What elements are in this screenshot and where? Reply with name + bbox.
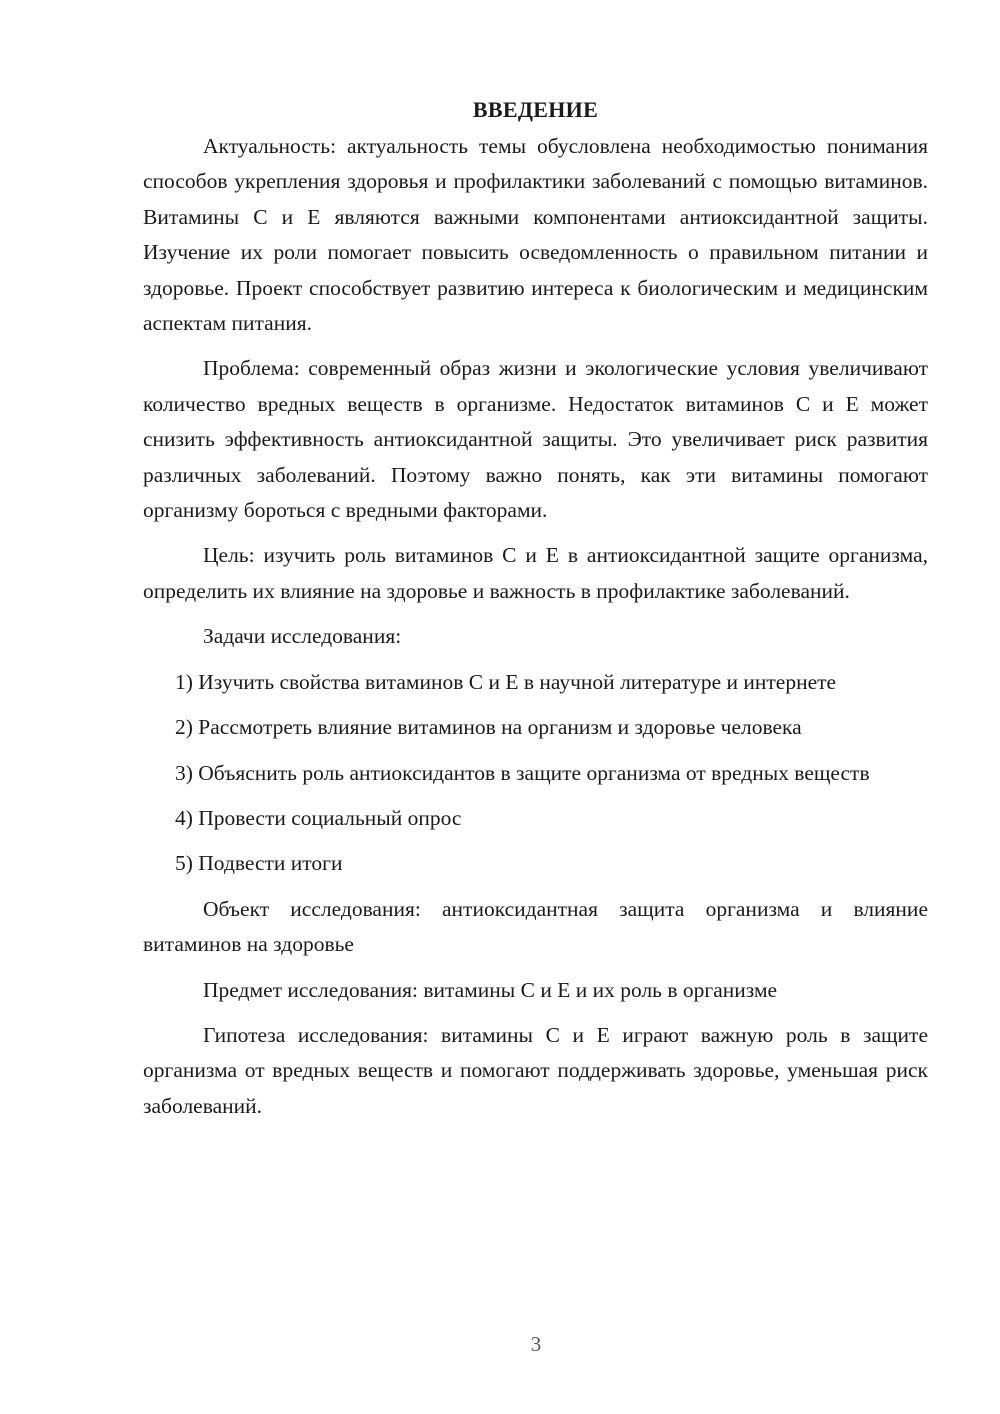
paragraph-relevance: Актуальность: актуальность темы обусловлена необходимостью понимания способов укрепления здоровья и профилактики заболеваний с помощью витаминов. Витамины C и E являются важными компонентами антиоксидантной защиты. Изучение их роли помогает повысить осведомленность о правильном питании и здоровье. Проект способствует развитию интереса к биологическим и медицинским аспектам питания. (143, 134, 928, 336)
paragraph-goal: Цель: изучить роль витаминов C и E в антиоксидантной защите организма, определить их влияние на здоровье и важность в профилактике заболеваний. (143, 543, 928, 603)
paragraph-object: Объект исследования: антиоксидантная защита организма и влияние витаминов на здоровье (143, 896, 928, 957)
page-number: 3 (530, 1332, 542, 1356)
document-page (143, 92, 928, 1134)
paragraph-tasks-heading: Задачи исследования: (203, 624, 402, 649)
task-item-3: 3) Объяснить роль антиоксидантов в защите организма от вредных веществ (175, 760, 870, 785)
paragraph-subject: Предмет исследования: витамины C и E и их роль в организме (203, 977, 778, 1002)
task-item-5: 5) Подвести итоги (175, 851, 343, 876)
section-heading: ВВЕДЕНИЕ (472, 97, 599, 122)
task-item-2: 2) Рассмотреть влияние витаминов на организм и здоровье человека (175, 715, 802, 740)
paragraph-problem: Проблема: современный образ жизни и экологические условия увеличивают количество вредных веществ в организме. Недостаток витаминов C и E может снизить эффективность антиоксидантной защиты. Это увеличивает риск развития различных заболеваний. Поэтому важно понять, как эти витамины помогают организму бороться с вредными факторами. (143, 356, 928, 523)
task-item-4: 4) Провести социальный опрос (175, 805, 462, 830)
task-item-1: 1) Изучить свойства витаминов C и E в научной литературе и интернете (175, 669, 837, 694)
paragraph-hypothesis: Гипотеза исследования: витамины C и E играют важную роль в защите организма от вредных веществ и помогают поддерживать здоровье, уменьшая риск заболеваний. (143, 1022, 928, 1118)
